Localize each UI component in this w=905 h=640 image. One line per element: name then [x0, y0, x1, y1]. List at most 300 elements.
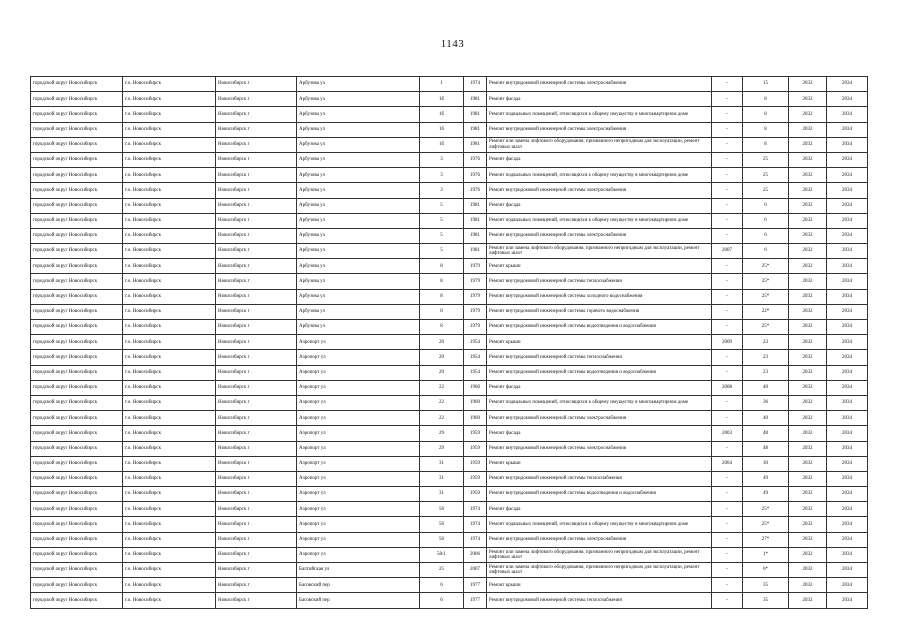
house-cell: 1б — [420, 122, 464, 137]
district-cell: г.о. Новосибирск — [123, 304, 216, 319]
start-year-cell: 2032 — [789, 350, 827, 365]
wear-cell: 25* — [743, 259, 789, 274]
house-cell: 1 — [420, 77, 464, 92]
work-type-cell: Ремонт или замена лифтового оборудования, признанного непригодным для эксплуатации, ремонт лифтовых шахт — [487, 547, 712, 562]
end-year-cell: 2034 — [827, 547, 868, 562]
locality-cell: Новосибирск г — [216, 244, 297, 259]
year-built-cell: 1974 — [464, 77, 487, 92]
locality-cell: Новосибирск г — [216, 471, 297, 486]
municipality-cell: городской округ Новосибирск — [31, 471, 123, 486]
last-repair-cell: - — [712, 441, 743, 456]
end-year-cell: 2034 — [827, 426, 868, 441]
work-type-cell: Ремонт подвальных помещений, относящихся к общему имуществу в многоквартирном доме — [487, 213, 712, 228]
work-type-cell: Ремонт внутридомовой инженерной системы электроснабжения — [487, 183, 712, 198]
last-repair-cell: - — [712, 107, 743, 122]
municipality-cell: городской округ Новосибирск — [31, 274, 123, 289]
page-number: 1143 — [440, 38, 465, 50]
house-cell: 5 — [420, 244, 464, 259]
district-cell: г.о. Новосибирск — [123, 517, 216, 532]
start-year-cell: 2032 — [789, 471, 827, 486]
start-year-cell: 2032 — [789, 183, 827, 198]
last-repair-cell: - — [712, 92, 743, 107]
house-cell: 20 — [420, 365, 464, 380]
municipality-cell: городской округ Новосибирск — [31, 289, 123, 304]
year-built-cell: 1959 — [464, 426, 487, 441]
work-type-cell: Ремонт или замена лифтового оборудования, признанного непригодным для эксплуатации, ремонт лифтовых шахт — [487, 563, 712, 578]
locality-cell: Новосибирск г — [216, 563, 297, 578]
municipality-cell: городской округ Новосибирск — [31, 350, 123, 365]
end-year-cell: 2034 — [827, 259, 868, 274]
start-year-cell: 2032 — [789, 411, 827, 426]
table-row — [31, 213, 868, 228]
wear-cell: 40 — [743, 411, 789, 426]
municipality-cell: городской округ Новосибирск — [31, 380, 123, 395]
district-cell: г.о. Новосибирск — [123, 593, 216, 608]
table-row — [31, 244, 868, 259]
municipality-cell: городской округ Новосибирск — [31, 304, 123, 319]
last-repair-cell: - — [712, 77, 743, 92]
table-row — [31, 547, 868, 562]
street-cell: Аэропорт ул — [297, 426, 420, 441]
table-row — [31, 471, 868, 486]
street-cell: Арбузова ул — [297, 122, 420, 137]
year-built-cell: 2006 — [464, 547, 487, 562]
table-row — [31, 517, 868, 532]
house-cell: 31 — [420, 456, 464, 471]
wear-cell: 23 — [743, 335, 789, 350]
locality-cell: Новосибирск г — [216, 213, 297, 228]
district-cell: г.о. Новосибирск — [123, 77, 216, 92]
wear-cell: 6 — [743, 244, 789, 259]
work-type-cell: Ремонт фасада — [487, 426, 712, 441]
municipality-cell: городской округ Новосибирск — [31, 563, 123, 578]
locality-cell: Новосибирск г — [216, 578, 297, 593]
work-type-cell: Ремонт фасада — [487, 502, 712, 517]
last-repair-cell: - — [712, 593, 743, 608]
house-cell: 8 — [420, 274, 464, 289]
end-year-cell: 2034 — [827, 471, 868, 486]
end-year-cell: 2034 — [827, 350, 868, 365]
wear-cell: 6 — [743, 213, 789, 228]
house-cell: 29 — [420, 426, 464, 441]
wear-cell: 22* — [743, 304, 789, 319]
last-repair-cell: - — [712, 152, 743, 167]
work-type-cell: Ремонт фасада — [487, 380, 712, 395]
last-repair-cell: - — [712, 213, 743, 228]
start-year-cell: 2032 — [789, 228, 827, 243]
locality-cell: Новосибирск г — [216, 411, 297, 426]
wear-cell: 8 — [743, 107, 789, 122]
last-repair-cell: - — [712, 395, 743, 410]
end-year-cell: 2034 — [827, 77, 868, 92]
table-row — [31, 380, 868, 395]
municipality-cell: городской округ Новосибирск — [31, 532, 123, 547]
year-built-cell: 1979 — [464, 259, 487, 274]
municipality-cell: городской округ Новосибирск — [31, 578, 123, 593]
street-cell: Арбузова ул — [297, 320, 420, 335]
last-repair-cell: - — [712, 122, 743, 137]
wear-cell: 25* — [743, 289, 789, 304]
street-cell: Арбузова ул — [297, 77, 420, 92]
house-cell: 58/1 — [420, 547, 464, 562]
street-cell: Аэропорт ул — [297, 517, 420, 532]
last-repair-cell: - — [712, 183, 743, 198]
street-cell: Арбузова ул — [297, 228, 420, 243]
end-year-cell: 2034 — [827, 411, 868, 426]
street-cell: Арбузова ул — [297, 183, 420, 198]
year-built-cell: 1974 — [464, 517, 487, 532]
start-year-cell: 2032 — [789, 122, 827, 137]
start-year-cell: 2032 — [789, 198, 827, 213]
locality-cell: Новосибирск г — [216, 107, 297, 122]
district-cell: г.о. Новосибирск — [123, 365, 216, 380]
street-cell: Арбузова ул — [297, 304, 420, 319]
last-repair-cell: 2009 — [712, 335, 743, 350]
work-type-cell: Ремонт внутридомовой инженерной системы электроснабжения — [487, 122, 712, 137]
locality-cell: Новосибирск г — [216, 137, 297, 152]
district-cell: г.о. Новосибирск — [123, 563, 216, 578]
table-row — [31, 502, 868, 517]
work-type-cell: Ремонт внутридомовой инженерной системы водоотведения и водоснабжения — [487, 365, 712, 380]
end-year-cell: 2034 — [827, 198, 868, 213]
wear-cell: 25* — [743, 517, 789, 532]
table-row — [31, 168, 868, 183]
work-type-cell: Ремонт внутридомовой инженерной системы теплоснабжения — [487, 471, 712, 486]
district-cell: г.о. Новосибирск — [123, 487, 216, 502]
year-built-cell: 1954 — [464, 335, 487, 350]
street-cell: Аэропорт ул — [297, 380, 420, 395]
work-type-cell: Ремонт фасада — [487, 152, 712, 167]
last-repair-cell: - — [712, 198, 743, 213]
locality-cell: Новосибирск г — [216, 426, 297, 441]
municipality-cell: городской округ Новосибирск — [31, 456, 123, 471]
start-year-cell: 2032 — [789, 365, 827, 380]
work-type-cell: Ремонт внутридомовой инженерной системы водоотведения и водоснабжения — [487, 487, 712, 502]
work-type-cell: Ремонт внутридомовой инженерной системы электроснабжения — [487, 228, 712, 243]
municipality-cell: городской округ Новосибирск — [31, 517, 123, 532]
wear-cell: 23 — [743, 350, 789, 365]
district-cell: г.о. Новосибирск — [123, 274, 216, 289]
house-cell: 6 — [420, 593, 464, 608]
last-repair-cell: - — [712, 547, 743, 562]
start-year-cell: 2032 — [789, 107, 827, 122]
district-cell: г.о. Новосибирск — [123, 426, 216, 441]
work-type-cell: Ремонт или замена лифтового оборудования, признанного непригодным для эксплуатации, ремонт лифтовых шахт — [487, 244, 712, 259]
start-year-cell: 2032 — [789, 380, 827, 395]
last-repair-cell: - — [712, 487, 743, 502]
start-year-cell: 2032 — [789, 92, 827, 107]
house-cell: 8 — [420, 304, 464, 319]
locality-cell: Новосибирск г — [216, 320, 297, 335]
district-cell: г.о. Новосибирск — [123, 395, 216, 410]
street-cell: Арбузова ул — [297, 152, 420, 167]
end-year-cell: 2034 — [827, 335, 868, 350]
work-type-cell: Ремонт внутридомовой инженерной системы теплоснабжения — [487, 350, 712, 365]
end-year-cell: 2034 — [827, 517, 868, 532]
wear-cell: 49 — [743, 487, 789, 502]
house-cell: 1б — [420, 107, 464, 122]
locality-cell: Новосибирск г — [216, 487, 297, 502]
district-cell: г.о. Новосибирск — [123, 471, 216, 486]
end-year-cell: 2034 — [827, 593, 868, 608]
year-built-cell: 1979 — [464, 304, 487, 319]
house-cell: 29 — [420, 441, 464, 456]
end-year-cell: 2034 — [827, 152, 868, 167]
year-built-cell: 1979 — [464, 289, 487, 304]
end-year-cell: 2034 — [827, 213, 868, 228]
house-cell: 20 — [420, 350, 464, 365]
locality-cell: Новосибирск г — [216, 456, 297, 471]
table-row — [31, 441, 868, 456]
municipality-cell: городской округ Новосибирск — [31, 335, 123, 350]
year-built-cell: 1977 — [464, 593, 487, 608]
year-built-cell: 1960 — [464, 380, 487, 395]
wear-cell: 35 — [743, 593, 789, 608]
work-type-cell: Ремонт внутридомовой инженерной системы электроснабжения — [487, 532, 712, 547]
last-repair-cell: - — [712, 274, 743, 289]
start-year-cell: 2032 — [789, 502, 827, 517]
table-row — [31, 350, 868, 365]
house-cell: 1б — [420, 137, 464, 152]
municipality-cell: городской округ Новосибирск — [31, 426, 123, 441]
table-row — [31, 532, 868, 547]
table-row — [31, 107, 868, 122]
start-year-cell: 2032 — [789, 593, 827, 608]
work-type-cell: Ремонт подвальных помещений, относящихся к общему имуществу в многоквартирном доме — [487, 517, 712, 532]
end-year-cell: 2034 — [827, 365, 868, 380]
locality-cell: Новосибирск г — [216, 152, 297, 167]
last-repair-cell: - — [712, 532, 743, 547]
year-built-cell: 1960 — [464, 395, 487, 410]
end-year-cell: 2034 — [827, 320, 868, 335]
locality-cell: Новосибирск г — [216, 350, 297, 365]
work-type-cell: Ремонт внутридомовой инженерной системы водоотведения и водоснабжения — [487, 320, 712, 335]
start-year-cell: 2032 — [789, 213, 827, 228]
last-repair-cell: - — [712, 228, 743, 243]
year-built-cell: 1981 — [464, 137, 487, 152]
house-cell: 20 — [420, 335, 464, 350]
wear-cell: 25* — [743, 274, 789, 289]
year-built-cell: 1981 — [464, 92, 487, 107]
work-type-cell: Ремонт фасада — [487, 92, 712, 107]
end-year-cell: 2034 — [827, 168, 868, 183]
district-cell: г.о. Новосибирск — [123, 320, 216, 335]
district-cell: г.о. Новосибирск — [123, 350, 216, 365]
start-year-cell: 2032 — [789, 274, 827, 289]
table-row — [31, 259, 868, 274]
year-built-cell: 1981 — [464, 107, 487, 122]
work-type-cell: Ремонт внутридомовой инженерной системы горячего водоснабжения — [487, 304, 712, 319]
last-repair-cell: - — [712, 502, 743, 517]
start-year-cell: 2032 — [789, 304, 827, 319]
table-row — [31, 289, 868, 304]
street-cell: Арбузова ул — [297, 244, 420, 259]
start-year-cell: 2032 — [789, 168, 827, 183]
house-cell: 22 — [420, 380, 464, 395]
street-cell: Аэропорт ул — [297, 395, 420, 410]
end-year-cell: 2034 — [827, 487, 868, 502]
year-built-cell: 1976 — [464, 168, 487, 183]
street-cell: Аэропорт ул — [297, 532, 420, 547]
wear-cell: 40 — [743, 380, 789, 395]
street-cell: Арбузова ул — [297, 107, 420, 122]
start-year-cell: 2032 — [789, 517, 827, 532]
locality-cell: Новосибирск г — [216, 335, 297, 350]
locality-cell: Новосибирск г — [216, 168, 297, 183]
start-year-cell: 2032 — [789, 395, 827, 410]
end-year-cell: 2034 — [827, 395, 868, 410]
end-year-cell: 2034 — [827, 183, 868, 198]
last-repair-cell: - — [712, 563, 743, 578]
work-type-cell: Ремонт внутридомовой инженерной системы холодного водоснабжения — [487, 289, 712, 304]
year-built-cell: 1974 — [464, 502, 487, 517]
municipality-cell: городской округ Новосибирск — [31, 213, 123, 228]
municipality-cell: городской округ Новосибирск — [31, 228, 123, 243]
last-repair-cell: - — [712, 289, 743, 304]
wear-cell: 48 — [743, 426, 789, 441]
district-cell: г.о. Новосибирск — [123, 198, 216, 213]
start-year-cell: 2032 — [789, 426, 827, 441]
locality-cell: Новосибирск г — [216, 274, 297, 289]
wear-cell: 25 — [743, 168, 789, 183]
wear-cell: 30 — [743, 456, 789, 471]
district-cell: г.о. Новосибирск — [123, 152, 216, 167]
end-year-cell: 2034 — [827, 532, 868, 547]
year-built-cell: 1954 — [464, 350, 487, 365]
district-cell: г.о. Новосибирск — [123, 183, 216, 198]
work-type-cell: Ремонт крыши — [487, 335, 712, 350]
municipality-cell: городской округ Новосибирск — [31, 77, 123, 92]
street-cell: Аэропорт ул — [297, 441, 420, 456]
end-year-cell: 2034 — [827, 380, 868, 395]
municipality-cell: городской округ Новосибирск — [31, 152, 123, 167]
end-year-cell: 2034 — [827, 274, 868, 289]
end-year-cell: 2034 — [827, 563, 868, 578]
district-cell: г.о. Новосибирск — [123, 502, 216, 517]
street-cell: Аэропорт ул — [297, 456, 420, 471]
municipality-cell: городской округ Новосибирск — [31, 137, 123, 152]
work-type-cell: Ремонт внутридомовой инженерной системы электроснабжения — [487, 411, 712, 426]
house-cell: 22 — [420, 395, 464, 410]
district-cell: г.о. Новосибирск — [123, 335, 216, 350]
wear-cell: 1* — [743, 547, 789, 562]
start-year-cell: 2032 — [789, 487, 827, 502]
last-repair-cell: - — [712, 365, 743, 380]
start-year-cell: 2032 — [789, 563, 827, 578]
wear-cell: 48 — [743, 441, 789, 456]
street-cell: Аэропорт ул — [297, 335, 420, 350]
work-type-cell: Ремонт крыши — [487, 456, 712, 471]
year-built-cell: 1976 — [464, 152, 487, 167]
house-cell: 5 — [420, 213, 464, 228]
last-repair-cell: 2004 — [712, 456, 743, 471]
locality-cell: Новосибирск г — [216, 304, 297, 319]
table-row — [31, 183, 868, 198]
district-cell: г.о. Новосибирск — [123, 578, 216, 593]
year-built-cell: 1959 — [464, 456, 487, 471]
table-row — [31, 411, 868, 426]
house-cell: 56 — [420, 532, 464, 547]
table-row — [31, 122, 868, 137]
locality-cell: Новосибирск г — [216, 517, 297, 532]
table-row — [31, 152, 868, 167]
year-built-cell: 2007 — [464, 563, 487, 578]
house-cell: 56 — [420, 502, 464, 517]
table-row — [31, 320, 868, 335]
street-cell: Басовский пер — [297, 578, 420, 593]
municipality-cell: городской округ Новосибирск — [31, 259, 123, 274]
locality-cell: Новосибирск г — [216, 183, 297, 198]
work-type-cell: Ремонт подвальных помещений, относящихся к общему имуществу в многоквартирном доме — [487, 395, 712, 410]
table-row — [31, 77, 868, 92]
year-built-cell: 1977 — [464, 578, 487, 593]
house-cell: 3 — [420, 152, 464, 167]
municipality-cell: городской округ Новосибирск — [31, 395, 123, 410]
end-year-cell: 2034 — [827, 122, 868, 137]
locality-cell: Новосибирск г — [216, 532, 297, 547]
start-year-cell: 2032 — [789, 456, 827, 471]
start-year-cell: 2032 — [789, 441, 827, 456]
registry-table — [30, 76, 868, 609]
table-row — [31, 137, 868, 152]
table-row — [31, 593, 868, 608]
last-repair-cell: 2008 — [712, 380, 743, 395]
wear-cell: 25 — [743, 183, 789, 198]
year-built-cell: 1960 — [464, 411, 487, 426]
start-year-cell: 2032 — [789, 335, 827, 350]
district-cell: г.о. Новосибирск — [123, 547, 216, 562]
district-cell: г.о. Новосибирск — [123, 456, 216, 471]
locality-cell: Новосибирск г — [216, 380, 297, 395]
wear-cell: 25* — [743, 502, 789, 517]
street-cell: Аэропорт ул — [297, 487, 420, 502]
start-year-cell: 2032 — [789, 137, 827, 152]
year-built-cell: 1981 — [464, 244, 487, 259]
end-year-cell: 2034 — [827, 92, 868, 107]
district-cell: г.о. Новосибирск — [123, 168, 216, 183]
year-built-cell: 1954 — [464, 365, 487, 380]
district-cell: г.о. Новосибирск — [123, 107, 216, 122]
street-cell: Аэропорт ул — [297, 471, 420, 486]
municipality-cell: городской округ Новосибирск — [31, 547, 123, 562]
table-row — [31, 563, 868, 578]
house-cell: 31 — [420, 471, 464, 486]
start-year-cell: 2032 — [789, 289, 827, 304]
table-row — [31, 92, 868, 107]
municipality-cell: городской округ Новосибирск — [31, 441, 123, 456]
last-repair-cell: - — [712, 411, 743, 426]
table-row — [31, 365, 868, 380]
house-cell: 3 — [420, 168, 464, 183]
year-built-cell: 1959 — [464, 487, 487, 502]
municipality-cell: городской округ Новосибирск — [31, 502, 123, 517]
locality-cell: Новосибирск г — [216, 198, 297, 213]
end-year-cell: 2034 — [827, 289, 868, 304]
table-row — [31, 578, 868, 593]
street-cell: Арбузова ул — [297, 198, 420, 213]
last-repair-cell: - — [712, 304, 743, 319]
end-year-cell: 2034 — [827, 441, 868, 456]
municipality-cell: городской округ Новосибирск — [31, 198, 123, 213]
wear-cell: 6 — [743, 198, 789, 213]
last-repair-cell: - — [712, 578, 743, 593]
start-year-cell: 2032 — [789, 547, 827, 562]
district-cell: г.о. Новосибирск — [123, 411, 216, 426]
house-cell: 8 — [420, 289, 464, 304]
last-repair-cell: - — [712, 168, 743, 183]
locality-cell: Новосибирск г — [216, 593, 297, 608]
last-repair-cell: 2007 — [712, 244, 743, 259]
